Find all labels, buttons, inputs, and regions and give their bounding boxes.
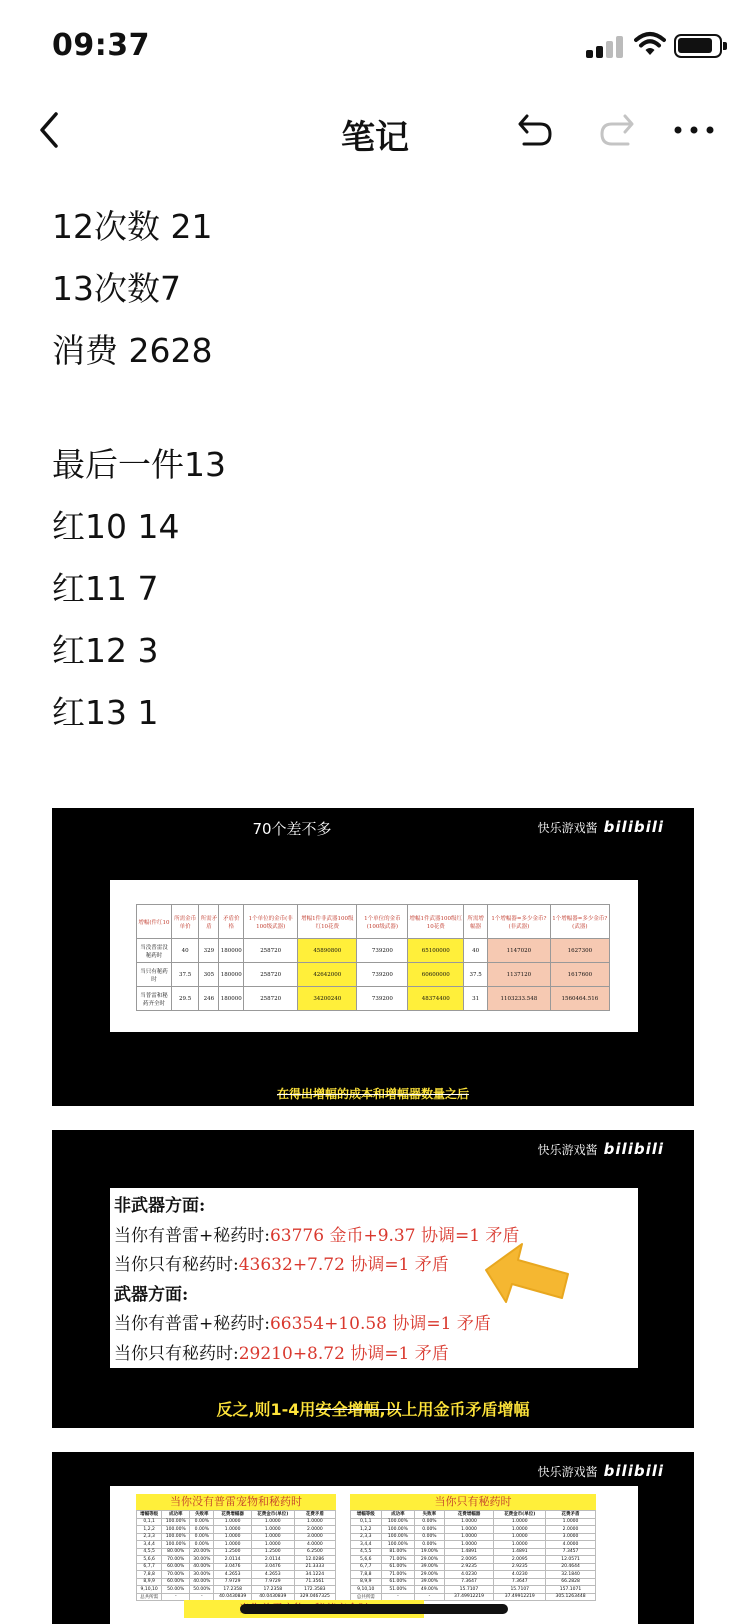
table-cell: 100.00% [162, 1541, 190, 1549]
table-header-cell: 花费金币(单位) [251, 1511, 294, 1519]
table-cell: 305 [199, 963, 219, 987]
table-cell: 3.0476 [251, 1563, 294, 1571]
table-cell: 3.0000 [546, 1533, 596, 1541]
table-cell: 66.2828 [546, 1578, 596, 1586]
table-header-cell: 花费矛盾 [294, 1511, 335, 1519]
table-row [137, 1578, 336, 1586]
table-cell: 32.1840 [546, 1571, 596, 1579]
table-row [351, 1556, 596, 1564]
table-cell: 34200240 [298, 987, 357, 1011]
table-cell: 100.00% [162, 1533, 190, 1541]
table-cell: 329.0467325 [294, 1593, 335, 1601]
note-body[interactable] [52, 196, 712, 744]
table-cell: 4.0000 [546, 1541, 596, 1549]
table-cell: 180000 [219, 963, 244, 987]
table-cell: 1.2500 [251, 1548, 294, 1556]
table-cell: 40 [464, 939, 488, 963]
table-cell: 39.00% [415, 1563, 444, 1571]
table-cell: 1.0000 [494, 1541, 546, 1549]
table-cell: 37.5 [464, 963, 488, 987]
table-cell: 42642000 [298, 963, 357, 987]
embedded-image-rate-tables[interactable] [52, 1452, 694, 1624]
image-title: 70个差不多 [252, 820, 332, 838]
note-line: 12次数 21 [52, 207, 213, 246]
table-row [351, 1586, 596, 1594]
table-cell: 3.0476 [214, 1563, 252, 1571]
table-cell: 30.00% [190, 1571, 214, 1579]
table-cell: 246 [199, 987, 219, 1011]
table-title: 当你只有秘药时 [350, 1494, 596, 1510]
table-row [137, 1518, 336, 1526]
table-cell: 172.3583 [294, 1586, 335, 1594]
table-cell: 7,8,8 [137, 1571, 162, 1579]
table-row [351, 1541, 596, 1549]
table-cell: 329 [199, 939, 219, 963]
table-row [137, 939, 610, 963]
table-row [137, 1556, 336, 1564]
table-header-cell: 1个增幅器=多少金币?(武器) [550, 905, 609, 939]
table-cell: 2.0095 [494, 1556, 546, 1564]
table-cell: 2.9235 [494, 1563, 546, 1571]
table-cell: 2.9235 [444, 1563, 494, 1571]
table-cell: 48374400 [408, 987, 464, 1011]
table-header-cell: 失败率 [415, 1511, 444, 1519]
table-cell: 4,5,5 [137, 1548, 162, 1556]
table-cell: 7.9729 [214, 1578, 252, 1586]
table-cell: 1.0000 [214, 1533, 252, 1541]
note-line: 红11 7 [52, 569, 159, 608]
table-cell: 7.9729 [251, 1578, 294, 1586]
table-cell: 1.0000 [494, 1526, 546, 1534]
right-rate-table [350, 1494, 596, 1601]
table-cell: 258720 [244, 987, 298, 1011]
table-cell: 0,1,1 [351, 1518, 382, 1526]
table-cell: 45890800 [298, 939, 357, 963]
nav-bar [0, 96, 750, 168]
table-cell: 5,6,6 [137, 1556, 162, 1564]
note-line: 13次数7 [52, 269, 181, 308]
table-cell: 81.00% [381, 1548, 415, 1556]
table-cell: 1.0000 [251, 1541, 294, 1549]
table-header-cell: 花费金币(单位) [494, 1511, 546, 1519]
table-row [137, 1541, 336, 1549]
table-cell: 1,2,2 [351, 1526, 382, 1534]
table-header-cell: 花费增幅器 [214, 1511, 252, 1519]
table-cell: 4.0000 [294, 1541, 335, 1549]
table-cell: 37.49912219 [444, 1593, 494, 1601]
table-cell: 70.00% [162, 1556, 190, 1564]
table-cell: 71.3561 [294, 1578, 335, 1586]
ratio-label: 非武器方面: [114, 1196, 206, 1216]
table-cell: 1.0000 [251, 1518, 294, 1526]
table-cell: 40 [171, 939, 198, 963]
table-cell: 9,10,10 [351, 1586, 382, 1594]
table-cell: 34.1224 [294, 1571, 335, 1579]
ratio-label: 当你只有秘药时: [114, 1255, 239, 1275]
page-title: 笔记 [341, 118, 409, 158]
ratio-label: 武器方面: [114, 1284, 189, 1305]
ratio-value: 43632+7.72 协调=1 矛盾 [238, 1255, 449, 1275]
table-cell: 1.4891 [494, 1548, 546, 1556]
table-cell: 100.00% [381, 1526, 415, 1534]
table-row [351, 1533, 596, 1541]
table-cell: 100.00% [381, 1541, 415, 1549]
table-cell: 17.2358 [251, 1586, 294, 1594]
home-indicator[interactable] [240, 1604, 508, 1614]
ratio-label: 当你有普雷+秘药时: [114, 1225, 270, 1246]
embedded-image-ratio-summary[interactable] [52, 1130, 694, 1428]
table-cell: 19.00% [415, 1548, 444, 1556]
table-cell: 258720 [244, 963, 298, 987]
table-cell: 305.1263448 [546, 1593, 596, 1601]
battery-icon [674, 34, 722, 58]
table-cell: - [415, 1593, 444, 1601]
table-cell: 4.0230 [494, 1571, 546, 1579]
table-cell: - [381, 1593, 415, 1601]
table-row [351, 1571, 596, 1579]
table-header-cell: 增幅(件红10 [137, 905, 172, 939]
table-cell: 49.00% [415, 1586, 444, 1594]
table-row [137, 1563, 336, 1571]
table-cell: 当没普雷没秘药时 [137, 939, 172, 963]
table-cell: 739200 [357, 939, 408, 963]
table-cell: 3,4,4 [351, 1541, 382, 1549]
table-cell: 40.00% [190, 1563, 214, 1571]
table-cell: 4.0230 [444, 1571, 494, 1579]
table-cell: 39.00% [415, 1578, 444, 1586]
table-cell: 258720 [244, 939, 298, 963]
table-cell: 7.3647 [494, 1578, 546, 1586]
table-cell: 37.49912219 [494, 1593, 546, 1601]
table-cell: 29.00% [415, 1556, 444, 1564]
table-cell: 3,4,4 [137, 1541, 162, 1549]
ratio-value: 66354+10.58 协调=1 矛盾 [269, 1314, 491, 1334]
table-cell: 40.0430839 [214, 1593, 252, 1601]
table-cell: 0.00% [415, 1518, 444, 1526]
table-cell: 50.00% [190, 1586, 214, 1594]
table-cell: 1.0000 [294, 1518, 335, 1526]
ratio-label: 当你有普雷+秘药时: [114, 1314, 270, 1334]
table-row [137, 1586, 336, 1594]
table-cell: 2.0000 [546, 1526, 596, 1534]
ratio-line [114, 1310, 638, 1340]
image-caption: 反之,则1-4用安全增幅,以上用金币矛盾增幅 [216, 1400, 530, 1419]
table-row [351, 1526, 596, 1534]
table-cell: 180000 [219, 939, 244, 963]
table-cell: 60.00% [162, 1563, 190, 1571]
table-header-cell: 花费矛盾 [546, 1511, 596, 1519]
table-cell: 100.00% [162, 1518, 190, 1526]
table-cell: 12.0571 [546, 1556, 596, 1564]
table-cell: 12.0286 [294, 1556, 335, 1564]
table-header-cell: 增幅等级 [351, 1511, 382, 1519]
ratio-line [114, 1340, 638, 1370]
table-cell: 0.00% [190, 1533, 214, 1541]
table-cell: 2.0114 [214, 1556, 252, 1564]
ratio-value: 29210+8.72 协调=1 矛盾 [238, 1343, 449, 1364]
table-cell: 8,9,9 [351, 1578, 382, 1586]
table-header-cell: 所需矛盾 [199, 905, 219, 939]
table-cell: 15.7107 [444, 1586, 494, 1594]
table-cell: 61.00% [381, 1578, 415, 1586]
table-cell: 1.0000 [444, 1518, 494, 1526]
table-cell: 1.0000 [251, 1526, 294, 1534]
table-cell: 20.4644 [546, 1563, 596, 1571]
table-cell: 0.00% [415, 1526, 444, 1534]
table-header-cell: 成功率 [381, 1511, 415, 1519]
watermark: 快乐游戏酱 bilibili [537, 818, 664, 836]
table-cell: 30.00% [190, 1556, 214, 1564]
table-row [351, 1578, 596, 1586]
table-header-cell: 1个单位的金币(非100级武器) [244, 905, 298, 939]
table-cell: 1.0000 [444, 1533, 494, 1541]
table-row [351, 1563, 596, 1571]
watermark: 快乐游戏酱 bilibili [537, 1140, 664, 1158]
table-header-cell: 所需增幅器 [464, 905, 488, 939]
table-cell: - [162, 1593, 190, 1601]
table-cell: 100.00% [381, 1533, 415, 1541]
table-cell: 1103233.548 [488, 987, 550, 1011]
table-cell: 1147020 [488, 939, 550, 963]
note-line: 红12 3 [52, 631, 159, 670]
table-cell: 0.00% [415, 1541, 444, 1549]
wifi-icon [634, 30, 666, 58]
more-options-icon[interactable] [672, 110, 716, 150]
table-cell: 0.00% [190, 1518, 214, 1526]
table-cell: 1,2,2 [137, 1526, 162, 1534]
table-row [137, 963, 610, 987]
table-cell: 1137120 [488, 963, 550, 987]
arrow-pointer-icon [482, 1240, 572, 1310]
table-cell: 1.0000 [444, 1526, 494, 1534]
table-cell: 1627300 [550, 939, 609, 963]
table-cell: 1.0000 [214, 1541, 252, 1549]
table-cell: 37.5 [171, 963, 198, 987]
table-cell: 31 [464, 987, 488, 1011]
table-cell: 4,5,5 [351, 1548, 382, 1556]
table-cell: 65100000 [408, 939, 464, 963]
table-title: 当你没有普雷宠物和秘药时 [136, 1494, 336, 1510]
table-cell: 2.0000 [294, 1526, 335, 1534]
ratio-value: 63776 金币+9.37 协调=1 矛盾 [269, 1225, 520, 1246]
table-header-cell: 1个单位的金币(100级武器) [357, 905, 408, 939]
table-cell: 当普雷和秘药齐全时 [137, 987, 172, 1011]
table-header-cell: 增幅1件武器100级红10花费 [408, 905, 464, 939]
table-header-cell: 增幅1件非武器100级红10花费 [298, 905, 357, 939]
table-cell: 1617600 [550, 963, 609, 987]
table-cell: 1.0000 [251, 1533, 294, 1541]
undo-icon[interactable] [516, 110, 556, 150]
table-header-cell: 花费增幅器 [444, 1511, 494, 1519]
table-cell: 6,7,7 [137, 1563, 162, 1571]
table-cell: 3.0000 [294, 1533, 335, 1541]
table-cell: 71.00% [381, 1571, 415, 1579]
image-caption: 在得出增幅的成本和增幅器数量之后 [276, 1087, 469, 1101]
table-header-cell: 矛盾价格 [219, 905, 244, 939]
status-bar [0, 0, 750, 92]
table-header-cell: 增幅等级 [137, 1511, 162, 1519]
table-cell: 1.2500 [214, 1548, 252, 1556]
table-cell: 当只有秘药时 [137, 963, 172, 987]
table-cell: 60.00% [162, 1578, 190, 1586]
table-cell: 21.3333 [294, 1563, 335, 1571]
table-cell: 20.00% [190, 1548, 214, 1556]
table-cell: 9,10,10 [137, 1586, 162, 1594]
table-cell: 6,7,7 [351, 1563, 382, 1571]
table-cell: 80.00% [162, 1548, 190, 1556]
table-cell: 7.3647 [444, 1578, 494, 1586]
cost-table [136, 904, 610, 1011]
table-cell: 6.2500 [294, 1548, 335, 1556]
table-cell: 0.00% [190, 1526, 214, 1534]
note-line: 最后一件13 [52, 445, 226, 484]
cellular-signal-icon [586, 34, 626, 58]
table-cell: 40.0430839 [251, 1593, 294, 1601]
left-rate-table [136, 1494, 336, 1601]
table-cell: - [190, 1593, 214, 1601]
spreadsheet [110, 880, 638, 1032]
table-cell: 1.0000 [444, 1541, 494, 1549]
ratio-label: 当你只有秘药时: [114, 1343, 239, 1364]
table-cell: 8,9,9 [137, 1578, 162, 1586]
table-cell: 1.0000 [494, 1533, 546, 1541]
note-line: 消费 2628 [52, 331, 213, 370]
table-header-cell: 失败率 [190, 1511, 214, 1519]
table-row [137, 1571, 336, 1579]
table-cell: 总共所需 [351, 1593, 382, 1601]
table-header-cell: 所需金币单价 [171, 905, 198, 939]
table-row [137, 1526, 336, 1534]
table-row [137, 987, 610, 1011]
table-cell: 17.2358 [214, 1586, 252, 1594]
table-cell: 71.00% [381, 1556, 415, 1564]
table-cell: 100.00% [162, 1526, 190, 1534]
table-cell: 2,3,3 [351, 1533, 382, 1541]
table-cell: 1.0000 [494, 1518, 546, 1526]
table-cell: 157.1071 [546, 1586, 596, 1594]
table-cell: 4.2653 [251, 1571, 294, 1579]
table-cell: 70.00% [162, 1571, 190, 1579]
table-cell: 1.0000 [546, 1518, 596, 1526]
table-cell: 1560464.516 [550, 987, 609, 1011]
table-cell: 2,3,3 [137, 1533, 162, 1541]
table-cell: 1.0000 [214, 1526, 252, 1534]
table-cell: 40.00% [190, 1578, 214, 1586]
table-row [137, 1533, 336, 1541]
status-time: 09:37 [52, 28, 150, 63]
embedded-image-cost-table[interactable] [52, 808, 694, 1106]
table-cell: 1.4891 [444, 1548, 494, 1556]
table-cell: 739200 [357, 963, 408, 987]
note-line-blank [52, 382, 712, 434]
table-cell: 7.3457 [546, 1548, 596, 1556]
note-line: 红13 1 [52, 693, 159, 732]
table-cell: 2.0114 [251, 1556, 294, 1564]
table-cell: 0.00% [415, 1533, 444, 1541]
table-cell: 60600000 [408, 963, 464, 987]
table-cell: 180000 [219, 987, 244, 1011]
table-cell: 51.00% [381, 1586, 415, 1594]
table-cell: 2.0095 [444, 1556, 494, 1564]
table-cell: 29.5 [171, 987, 198, 1011]
table-cell: 100.00% [381, 1518, 415, 1526]
table-cell: 0.00% [190, 1541, 214, 1549]
table-cell: 5,6,6 [351, 1556, 382, 1564]
table-cell: 50.00% [162, 1586, 190, 1594]
table-header-cell: 1个增幅器=多少金币?(非武器) [488, 905, 550, 939]
table-row [137, 1548, 336, 1556]
redo-icon[interactable] [596, 110, 636, 150]
note-line: 红10 14 [52, 507, 180, 546]
table-row [351, 1548, 596, 1556]
table-header-cell: 成功率 [162, 1511, 190, 1519]
table-row [351, 1518, 596, 1526]
table-cell: 1.0000 [214, 1518, 252, 1526]
section-heading [114, 1192, 638, 1222]
watermark: 快乐游戏酱 bilibili [537, 1462, 664, 1480]
table-cell: 61.00% [381, 1563, 415, 1571]
table-cell: 29.00% [415, 1571, 444, 1579]
table-cell: 总共所需 [137, 1593, 162, 1601]
table-cell: 0,1,1 [137, 1518, 162, 1526]
table-cell: 4.2653 [214, 1571, 252, 1579]
table-cell: 15.7107 [494, 1586, 546, 1594]
table-cell: 7,8,8 [351, 1571, 382, 1579]
table-cell: 739200 [357, 987, 408, 1011]
